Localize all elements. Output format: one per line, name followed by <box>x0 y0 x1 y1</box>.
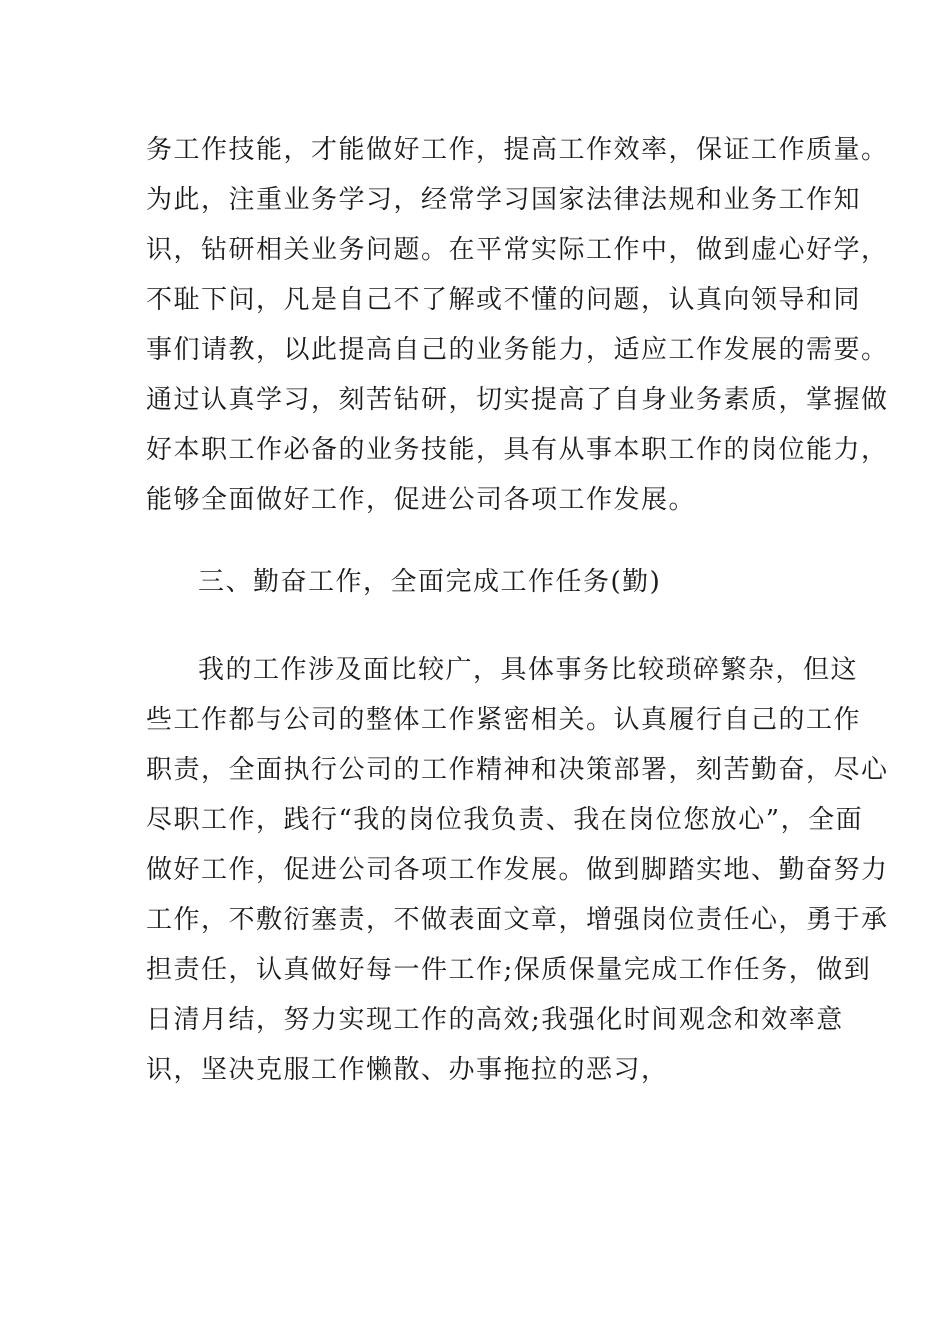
section-heading-3: 三、勤奋工作，全面完成工作任务(勤) <box>198 567 662 597</box>
paragraph-2-line-2: 些工作都与公司的整体工作紧密相关。认真履行自己的工作 <box>146 705 862 735</box>
paragraph-1-line-1: 务工作技能，才能做好工作，提高工作效率，保证工作质量。 <box>146 135 889 165</box>
paragraph-1-line-2: 为此，注重业务学习，经常学习国家法律法规和业务工作知 <box>146 185 862 215</box>
paragraph-2-line-3: 职责，全面执行公司的工作精神和决策部署，刻苦勤奋，尽心 <box>146 755 889 785</box>
paragraph-2-line-6: 工作，不敷衍塞责，不做表面文章，增强岗位责任心，勇于承 <box>146 905 889 935</box>
paragraph-1-line-7: 好本职工作必备的业务技能，具有从事本职工作的岗位能力， <box>146 435 889 465</box>
paragraph-1-line-5: 事们请教，以此提高自己的业务能力，适应工作发展的需要。 <box>146 335 889 365</box>
paragraph-2-line-1: 我的工作涉及面比较广，具体事务比较琐碎繁杂，但这 <box>198 655 859 685</box>
paragraph-1-line-4: 不耻下问，凡是自己不了解或不懂的问题，认真向领导和同 <box>146 285 862 315</box>
paragraph-1-line-8: 能够全面做好工作，促进公司各项工作发展。 <box>146 485 697 515</box>
paragraph-1-line-3: 识，钻研相关业务问题。在平常实际工作中，做到虚心好学， <box>146 235 889 265</box>
paragraph-2-line-7: 担责任，认真做好每一件工作;保质保量完成工作任务，做到 <box>146 955 872 985</box>
paragraph-2-line-8: 日清月结，努力实现工作的高效;我强化时间观念和效率意 <box>146 1005 844 1035</box>
paragraph-2-line-4: 尽职工作，践行“我的岗位我负责、我在岗位您放心”，全面 <box>146 805 864 835</box>
paragraph-2-line-9: 识，坚决克服工作懒散、办事拖拉的恶习， <box>146 1055 669 1085</box>
paragraph-1-line-6: 通过认真学习，刻苦钻研，切实提高了自身业务素质，掌握做 <box>146 385 889 415</box>
paragraph-2-line-5: 做好工作，促进公司各项工作发展。做到脚踏实地、勤奋努力 <box>146 855 889 885</box>
